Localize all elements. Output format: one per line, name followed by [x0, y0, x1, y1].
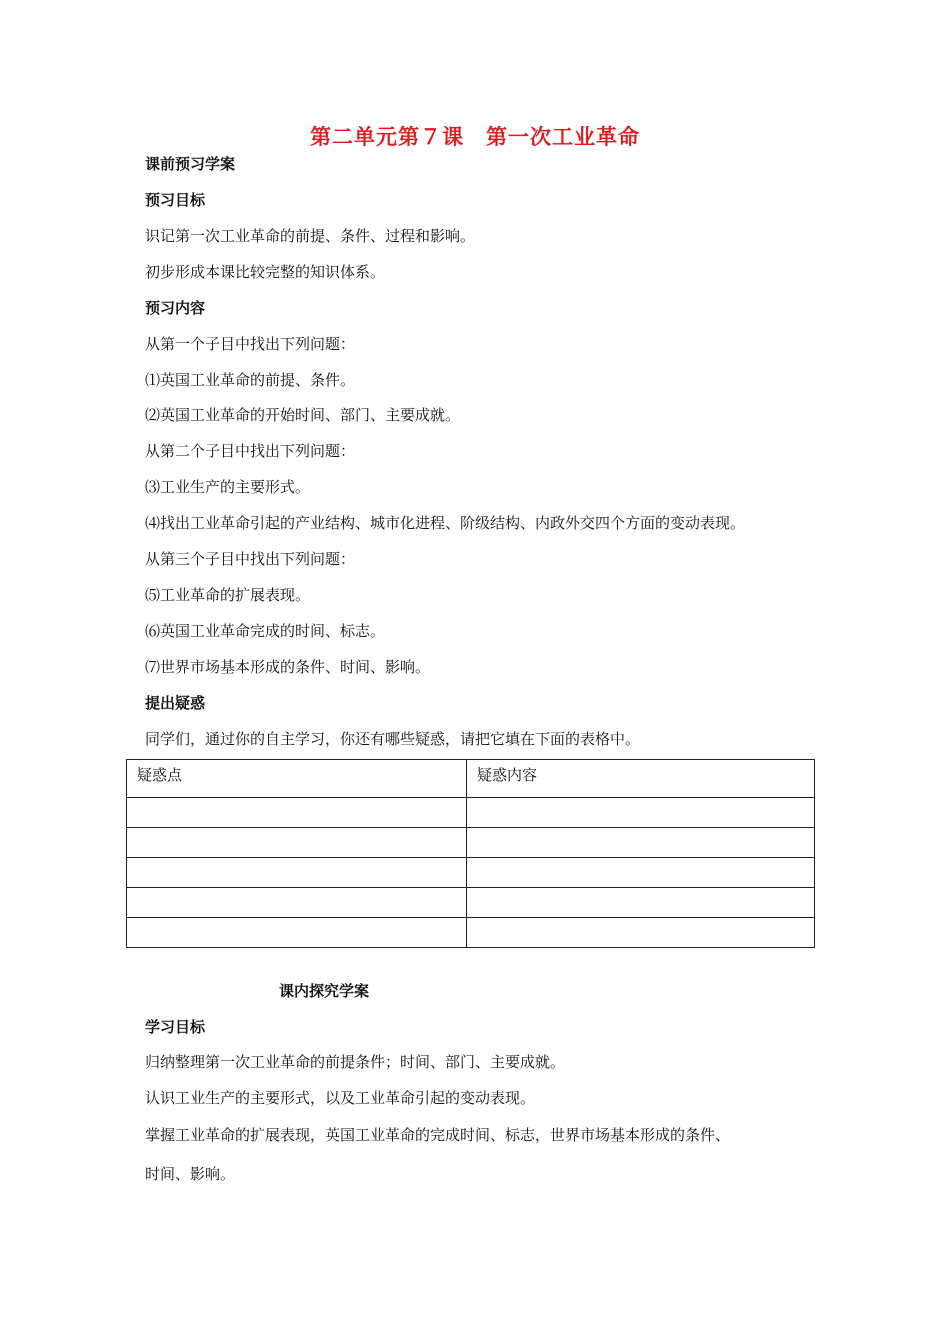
doubt-table-header-point: 疑惑点 — [127, 760, 467, 798]
table-row — [127, 888, 815, 918]
inclass-goals-heading: 学习目标 — [145, 1018, 206, 1036]
doubt-content-cell[interactable] — [467, 888, 815, 918]
inclass-heading: 课内探究学案 — [279, 982, 370, 1000]
doubt-content-cell[interactable] — [467, 918, 815, 948]
doubt-heading: 提出疑惑 — [145, 694, 206, 712]
preview-content-line: 从第三个子目中找出下列问题： — [145, 550, 356, 568]
preview-content-line: 从第二个子目中找出下列问题： — [145, 442, 356, 460]
table-row — [127, 858, 815, 888]
preview-goals-heading: 预习目标 — [145, 191, 206, 209]
doubt-point-cell[interactable] — [127, 888, 467, 918]
preview-goal-2: 初步形成本课比较完整的知识体系。 — [145, 263, 386, 281]
preview-goal-1: 识记第一次工业革命的前提、条件、过程和影响。 — [145, 227, 476, 245]
doubt-content-cell[interactable] — [467, 798, 815, 828]
doubt-point-cell[interactable] — [127, 828, 467, 858]
preview-content-line: ⑹英国工业革命完成的时间、标志。 — [145, 622, 386, 640]
preview-content-line: 从第一个子目中找出下列问题： — [145, 335, 356, 353]
page-title: 第二单元第７课 第一次工业革命 — [310, 125, 640, 149]
doubt-intro: 同学们，通过你的自主学习，你还有哪些疑惑，请把它填在下面的表格中。 — [145, 730, 641, 748]
doubt-content-cell[interactable] — [467, 858, 815, 888]
inclass-goal-line: 认识工业生产的主要形式，以及工业革命引起的变动表现。 — [145, 1089, 536, 1107]
inclass-goal-line: 归纳整理第一次工业革命的前提条件；时间、部门、主要成就。 — [145, 1053, 566, 1071]
table-row — [127, 798, 815, 828]
doubt-point-cell[interactable] — [127, 798, 467, 828]
doubt-table — [126, 759, 815, 948]
doubt-point-cell[interactable] — [127, 858, 467, 888]
doubt-point-cell[interactable] — [127, 918, 467, 948]
preview-heading: 课前预习学案 — [145, 155, 236, 173]
doubt-table-header-content: 疑惑内容 — [467, 760, 815, 798]
preview-content-line: ⑺世界市场基本形成的条件、时间、影响。 — [145, 658, 431, 676]
doubt-table-header-row — [127, 760, 815, 798]
preview-content-line: ⑴英国工业革命的前提、条件。 — [145, 371, 356, 389]
preview-content-line: ⑸工业革命的扩展表现。 — [145, 586, 311, 604]
inclass-goal-line: 时间、影响。 — [145, 1165, 236, 1183]
preview-content-line: ⑷找出工业革命引起的产业结构、城市化进程、阶级结构、内政外交四个方面的变动表现。 — [145, 514, 746, 532]
table-row — [127, 918, 815, 948]
doubt-content-cell[interactable] — [467, 828, 815, 858]
preview-content-line: ⑶工业生产的主要形式。 — [145, 478, 311, 496]
table-row — [127, 828, 815, 858]
preview-content-heading: 预习内容 — [145, 299, 206, 317]
preview-content-line: ⑵英国工业革命的开始时间、部门、主要成就。 — [145, 406, 461, 424]
inclass-goal-line: 掌握工业革命的扩展表现，英国工业革命的完成时间、标志，世界市场基本形成的条件、 — [145, 1126, 731, 1144]
